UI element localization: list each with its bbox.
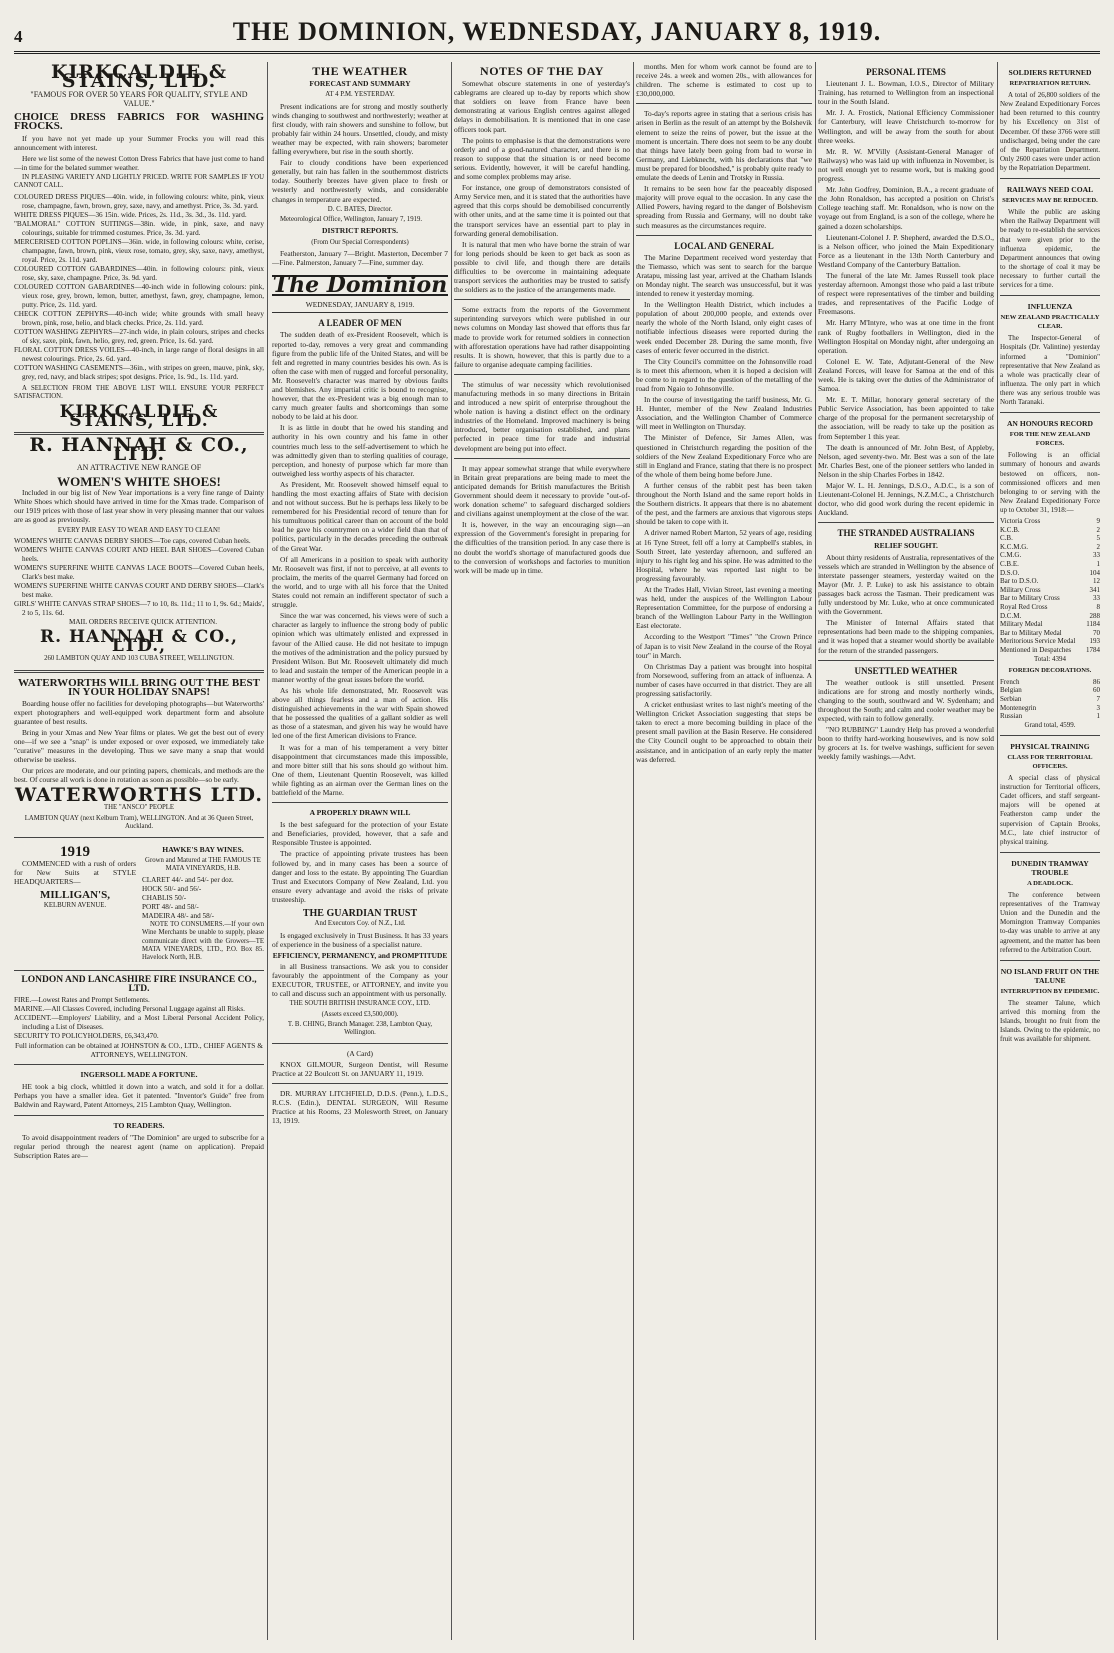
ad-item: HOCK 50/- and 56/-	[142, 884, 202, 893]
stranded-subtitle: RELIEF SOUGHT.	[874, 540, 938, 550]
personal-paragraph: Major W. L. H. Jennings, D.S.O., A.D.C., is a son of Lieutenant-Colonel H. Jennings, N.Z.M.C., a Christchurch doctor, who did good work during the recent epidemic in Auckland.	[818, 481, 994, 518]
ad-insurance-title: LONDON AND LANCASHIRE FIRE INSURANCE CO., LTD.	[21, 974, 257, 994]
leader-paragraph: Of all Americans in a position to speak with authority Mr. Roosevelt was first, if not to perceive, at all events to proclaim, the merits of the quarrel Germany had forced on the world, and to urge with all his force that the United States could not remain an indifferent spectator of such a struggle.	[272, 554, 448, 610]
personal-paragraph: Mr. R. W. M'Villy (Assistant-General Manager of Railways) who was laid up with influenza in November, is not well enough yet to resume work, but is making good progress.	[818, 146, 994, 184]
table-row: Royal Red Cross 8	[1000, 602, 1100, 611]
ad-waterworths-address: LAMBTON QUAY (next Kelburn Tram), WELLINGTON. And at 36 Queen Street, Auckland.	[24, 815, 254, 831]
table-row: Military Cross 341	[1000, 585, 1100, 594]
physical-training-title: PHYSICAL TRAINING	[1010, 741, 1090, 751]
column-rule	[815, 62, 816, 1640]
personal-items-title: PERSONAL ITEMS	[866, 67, 946, 77]
notes-paragraph: The points to emphasise is that the demonstrations were orderly and of a good-natured character, and there is no reason to suppose that the situation is or need become serious. Evidently, however, it will be careful handling, and some complex problems may arise.	[454, 135, 630, 182]
weather-body: Present indications are for strong and mostly southerly winds changing to southwest and northwesterly; weather at first cloudy, with rain showers and sunshine to follow, but probably fair within 24 hours. Unsettled, cloudy, and misty weather may be expected, with rain showers; barometer falling everywhere, but rise in the south shortly.	[272, 101, 448, 157]
personal-paragraph: The funeral of the late Mr. James Russell took place yesterday afternoon. Amongst those who paid a last tribute of respect were representatives of the timber and building trades, and representatives of the Pacific Lodge of Freemasons.	[818, 270, 994, 317]
ad-wine-note: NOTE TO CONSUMERS.—If your own Wine Merchants be unable to supply, please communicate direct with the Growers—TE MATA VINEYARDS, LTD., P.O. Box 85. Havelock North, H.B.	[142, 920, 264, 962]
trust-ad-title: THE GUARDIAN TRUST	[302, 908, 418, 920]
personal-paragraph: Mr. J. A. Frostick, National Efficiency Commissioner for Canterbury, will leave Christchurch to-morrow for Wellington, and will be away from the south for about three weeks.	[818, 108, 994, 145]
ad-item: MADEIRA 48/- and 58/-	[142, 911, 215, 920]
tramway-subtitle: A DEADLOCK.	[1027, 880, 1073, 887]
ad-item: COTTON WASHING ZEPHYRS—27-inch wide, in plain colours, stripes and checks of sky, saxe, pink, fawn, helio, grey, red, green. Price, 1s. 6d. yard.	[14, 327, 264, 345]
ad-item: SECURITY TO POLICYHOLDERS, £6,343,470.	[14, 1031, 159, 1040]
will-ad-body2: The practice of appointing private trustees has been followed by, and in many cases has been a source of danger and loss to the estate. By appointing The Guardian Trust and Executors Company of New Zealand, Ltd. you ensure every advantage and avoid the risks of private trusteeship.	[272, 849, 448, 904]
trust-ad-sub: And Executors Coy. of N.Z., Ltd.	[314, 920, 406, 928]
advertisement-column	[14, 62, 264, 1640]
notes-paragraph: Somewhat obscure statements in one of yesterday's cablegrams are cleared up to-day by reports which show that soldiers on leave from France have been demonstrating at various English centres against alleged delays in demobilisation. It is mentioned that in one case officers took part.	[454, 79, 630, 134]
ad-waterworths-body3: Our prices are moderate, and our printing papers, chemicals, and methods are the best. Of course all work is done in rotation as soon as possible—so be early.	[14, 766, 264, 785]
ad-item: COLOURED COTTON GABARDINES—40in. in following colours: pink, vieux rose, sky, saxe, champagne. Price, 3s. 9d. yard.	[14, 264, 264, 282]
honours-table	[1000, 517, 1100, 655]
table-row: Belgian 60	[1000, 686, 1100, 695]
local-general-title: LOCAL AND GENERAL	[674, 240, 774, 251]
table-row: C.B.E. 1	[1000, 560, 1100, 568]
ad-item: "BALMORAL" COTTON SUITINGS—38in. wide, in pink, saxe, and navy colourings, suitable for trimmed costumes. Price, 3s. 3d. yard.	[14, 219, 264, 237]
notes-paragraph: It is natural that men who have borne the strain of war for long periods should be keen to get back as soon as possible to civil life, and though there are details difficulties to be overcome in maintaining adequate transport services the authorities may be trusted to satisfy the soldiers as to the justice of the arrangements made.	[454, 239, 630, 295]
ad-item: CLARET 44/- and 54/- per doz.	[142, 875, 234, 884]
table-row: Mentioned in Despatches 1784	[1000, 645, 1100, 654]
table-row: K.C.M.G. 2	[1000, 542, 1100, 551]
soldiers-title: SOLDIERS RETURNED	[1008, 68, 1092, 77]
masthead	[14, 14, 1100, 54]
stranded-paragraph: About thirty residents of Australia, representatives of the vessels which are stranded in Wellington by the absence of interstate passenger steamers, yesterday waited on the Mayor (Mr. J. P. Luke) to ask his assistance to obtain passages back across the Tasman. Their predicament was fully understood by Mr. Luke, who at once communicated with the Government.	[818, 552, 994, 617]
ad-item: PORT 48/- and 58/-	[142, 902, 199, 911]
ad-kirkcaldie-intro: If you have not yet made up your Summer Frocks you will read this announcement with interest.	[14, 133, 264, 152]
ad-item: GIRLS' WHITE CANVAS STRAP SHOES—7 to 10, 8s. 11d.; 11 to 1, 9s. 6d.; Maids', 2 to 5, 11s. 6d.	[14, 599, 264, 617]
notes-paragraph: Some extracts from the reports of the Government superintending surveyors which were published in our news columns on Monday last showed that efforts thus far made to provide work for returned soldiers in connection with afforestation operations have had rather disappointing results. It is shown, however, that this is partly due to a failure to organise adequate camping facilities.	[454, 305, 630, 369]
paper-title: THE DOMINION, WEDNESDAY, JANUARY 8, 1919.	[232, 17, 882, 46]
newspaper-nameplate: The Dominion	[272, 272, 448, 299]
column-rule	[451, 62, 452, 1640]
ad-item: COTTON WASHING CASEMENTS—36in., with stripes on green, mauve, pink, sky, grey, red, navy, and black stripes; spot designs. Price, 1s. 9d., 1s. 11d. yard.	[14, 363, 264, 381]
trust-ad-body: Is engaged exclusively in Trust Business. It has 33 years of experience in the business of a specialist nature.	[272, 930, 448, 949]
nameplate-date: WEDNESDAY, JANUARY 8, 1919.	[272, 300, 448, 313]
ad-hannah-address: 260 LAMBTON QUAY AND 103 CUBA STREET, WELLINGTON.	[44, 655, 234, 663]
fruit-body: The steamer Talune, which arrived this morning from the Islands, brought no fruit from the Islands. Owing to the epidemic, no fruit was available for shipment.	[1000, 999, 1100, 1044]
ad-milligan-address: KELBURN AVENUE.	[43, 902, 107, 910]
ad-milligan-year: 1919	[60, 843, 90, 860]
personal-paragraph: The death is announced of Mr. John Best, of Appleby, Nelson, aged seventy-two. Mr. Best was a son of the late Mr. Charles Best, one of the pioneer settlers who landed in Nelson in the ship Charles Forbes in 1842.	[818, 442, 994, 479]
ad-item: CHECK COTTON ZEPHYRS—40-inch wide; white grounds with small heavy brown, pink, rose, helio, and black checks. Price, 2s. 11d. yard.	[14, 309, 264, 327]
ad-waterworths-body: Boarding house offer no facilities for developing photographs—but Waterworths' expert photographers and well-equipped work department form and absolute guarantee of best results.	[14, 698, 264, 726]
ad-item: ACCIDENT.—Employers' Liability, and a Most Liberal Personal Accident Policy, including a List of Diseases.	[14, 1013, 264, 1031]
reports-body: Featherston, January 7—Bright. Masterton, December 7—Fine. Palmerston, January 7—Fine, summer day.	[272, 248, 448, 268]
soldiers-body: A total of 26,800 soldiers of the New Zealand Expeditionary Forces had been returned to this country by his Excellency on 31st of December. Of these 3766 were still undischarged, being under the care of the Repatriation Department. Only 2600 cases were under action by the Repatriation Department.	[1000, 91, 1100, 172]
unsettled-paragraph: "NO RUBBING" Laundry Help has proved a wonderful boon to thrifty hard-working housewives, and is now sold by grocers at 1s. for twelve washings, sufficient for seven weekly family washings.—Advt.	[818, 725, 994, 762]
column-rule	[633, 62, 634, 1640]
notes-paragraph: The stimulus of war necessity which revolutionised manufacturing methods in so many directions in Britain and introduced a new spirit of enterprise throughout the whole nation is having a distinct effect on the ordinary industries of the Homeland. Improved machinery is being introduced, better organisation established, and plans perfected in peace time for trade and industrial development are being put into effect.	[454, 379, 630, 453]
ad-waterworths-tag: THE "ANSCO" PEOPLE	[103, 803, 175, 811]
ad-kirkcaldie-tagline: "FAMOUS FOR OVER 50 YEARS FOR QUALITY, STYLE AND VALUE."	[30, 90, 248, 109]
ad-item: WOMEN'S WHITE CANVAS COURT AND HEEL BAR SHOES—Covered Cuban heels.	[14, 545, 264, 563]
ad-hannah-sub: AN ATTRACTIVE NEW RANGE OF	[76, 462, 202, 472]
ad-item: FLORAL COTTON DRESS VOILES—40-inch, in large range of floral designs in all newest colourings. Price, 2s. 6d. yard.	[14, 345, 264, 363]
ad-ingersoll-body: HE took a big clock, whittled it down into a watch, and sold it for a dollar. Perhaps you have a smaller idea. Get it patented. "Inventor's Guide" free from Baldwin and Rayward, Patent Attorneys, 215 Lambton Quay, Wellington.	[14, 1082, 264, 1110]
local-general-column	[636, 62, 812, 1640]
column-rule	[267, 62, 268, 1640]
personal-paragraph: Mr. E. T. Millar, honorary general secretary of the Public Service Association, has been appointed to take charge of the proposal for the permanent secretaryship of the association, will be ready to take up the position as from September 1 this year.	[818, 395, 994, 441]
ad-item: WOMEN'S SUPERFINE WHITE CANVAS COURT AND DERBY SHOES—Clark's best make.	[14, 581, 264, 599]
ad-item: CHABLIS 50/-	[142, 893, 187, 902]
ad-milligan-body: COMMENCED with a rush of orders for New Suits at STYLE HEADQUARTERS—	[14, 858, 136, 887]
soldiers-subtitle: REPATRIATION RETURN.	[1009, 80, 1091, 88]
notes-paragraph: For instance, one group of demonstrators consisted of Army Service men, and it is stated that the authorities have agreed that this corps should be demobilised concurrently with other units, and at the same time it is pointed out that the transport services have an essential part to play in forwarding general demobilisation.	[454, 183, 630, 238]
foreign-total: Grand total, 4599.	[1024, 720, 1076, 729]
ad-item: WOMEN'S SUPERFINE WHITE CANVAS LACE BOOTS—Covered Cuban heels, Clark's best make.	[14, 563, 264, 581]
card-title: (A Card)	[346, 1048, 374, 1058]
notes-paragraph: It remains to be seen how far the peaceably disposed majority will prove equal to the occasion. In any case the Allied Powers, having regard to the danger of Bolshevism spreading from Russia and Germany, will no doubt take such measures as the circumstances require.	[636, 184, 812, 230]
influenza-subtitle: NEW ZEALAND PRACTICALLY CLEAR.	[1000, 314, 1100, 331]
leader-paragraph: The sudden death of ex-President Roosevelt, which is reported to-day, removes a very great and commanding figure from the public life of the United States, and will be felt and regretted in many countries besides his own. As is often the case with men of rugged and forceful personality, Mr. Roosevelt's character was marred by obvious faults and blemishes. Any impartial critic is bound to recognise, however, that the ex-President was a big enough man to carry much greater faults and shortcomings than some nobody to be laid at his door.	[272, 330, 448, 422]
table-row: Russian 1	[1000, 712, 1100, 721]
ad-wine-title: HAWKE'S BAY WINES.	[162, 844, 244, 854]
table-row: D.C.M. 288	[1000, 611, 1100, 620]
trust-ad-body2: in all Business transactions. We ask you to consider favourably the appointment of the Company as your EXECUTOR, TRUSTEE, or ATTORNEY, and invite you to call and discuss such an appointment with us personally.	[272, 961, 448, 999]
leader-column	[272, 62, 448, 1640]
ad-item: WHITE DRESS PIQUES—36 15in. wide. Prices, 2s. 11d., 3s. 3d., 3s. 11d. yard.	[14, 210, 247, 219]
table-row: Bar to D.S.O. 12	[1000, 577, 1100, 586]
table-row: Bar to Military Cross 33	[1000, 594, 1100, 603]
weather-office: Meteorological Office, Wellington, January 7, 1919.	[280, 216, 423, 224]
table-row: C.B. 5	[1000, 534, 1100, 543]
table-row: Serbian 7	[1000, 694, 1100, 703]
trust-ad-sign: THE SOUTH BRITISH INSURANCE COY., LTD.	[289, 1000, 431, 1008]
ad-ingersoll-title: INGERSOLL MADE A FORTUNE.	[80, 1070, 198, 1080]
local-paragraph: On Christmas Day a patient was brought into hospital from Norsewood, suffering from an attack of influenza. A number of cases have occurred in that district. They are all progressing satisfactorily.	[636, 661, 812, 698]
stranded-paragraph: The Minister of Internal Affairs stated that representations had been made to the shipping companies, and it was hoped that a steamer would shortly be available for the return of the stranded passengers.	[818, 618, 994, 655]
personal-paragraph: Mr. John Godfrey, Dominion, B.A., a recent graduate of the John Ronaldson, has accepted a position on Christ's College teaching staff. Mr. Ronaldson, who is now on the voyage out from England, is a son of the college, where he gained a dozen scholarships.	[818, 185, 994, 231]
local-paragraph: The Minister of Defence, Sir James Allen, was questioned in Christchurch regarding the position of the soldiers of the New Zealand Expeditionary Force who are still in England and France, stating that there is no prospect of the whole of them being home before June.	[636, 433, 812, 479]
notes-column	[454, 62, 630, 1640]
weather-title: THE WEATHER	[312, 64, 408, 78]
personal-items-column	[818, 62, 994, 1640]
local-paragraph: In the Wellington Health District, which includes a population of about 200,000 people, and extends over nearly the whole of the North Island, only eight cases of notifiable infectious diseases were reported during the week ended December 28. During the same month, five cases of enteric fever occurred in the district.	[636, 300, 812, 355]
column-rule	[997, 62, 998, 1640]
honours-total: Total: 4394	[1034, 654, 1066, 663]
tramway-title: DUNEDIN TRAMWAY TROUBLE	[1011, 858, 1089, 877]
honours-intro: Following is an official summary of honours and awards bestowed on officers, non-commissioned officers and men belonging to or serving with the New Zealand Expeditionary Force up to October 31, 1918:—	[1000, 451, 1100, 514]
will-ad-body: Is the best safeguard for the protection of your Estate and Beneficiaries, provided, however, that a safe and Responsible Trustee is appointed.	[272, 820, 448, 848]
local-paragraph: The Marine Department received word yesterday that the Tiemasso, which was sent to search for the barque Aratapu, missing last year, arrived at the Chatham Islands on Monday night. The search was unsuccessful, but it was intended to renew it yesterday morning.	[636, 252, 812, 299]
leader-paragraph: It was for a man of his temperament a very bitter disappointment that circumstances made this impossible, and more bitter still that his sons should go without him. One of them, Lieutenant Quentin Roosevelt, was killed while fighting as an airman over the German lines on the battlefield of the Marne.	[272, 742, 448, 797]
trust-ad-agent: T. B. CHING, Branch Manager. 238, Lambton Quay, Wellington.	[287, 1021, 433, 1037]
ad-item: FIRE.—Lowest Rates and Prompt Settlements.	[14, 995, 150, 1004]
table-row: D.S.O. 104	[1000, 568, 1100, 577]
notes-title: NOTES OF THE DAY	[480, 64, 604, 78]
ad-waterworths-heading: WATERWORTHS WILL BRING OUT THE BEST IN YOUR HOLIDAY SNAPS!	[17, 676, 261, 698]
ad-kirkcaldie-heading: CHOICE DRESS FABRICS FOR WASHING FROCKS.	[14, 111, 264, 133]
trust-ad-assets: (Assets exceed £3,500,000).	[321, 1010, 399, 1018]
weather-body2: Fair to cloudy conditions have been experienced generally, but rain has fallen in the southernmost districts today. Southerly breezes have given place to fresh or westerly and northwesterly winds, and considerable changes in temperature are expected.	[272, 158, 448, 204]
leader-paragraph: It is as little in doubt that he owed his standing and authority in his own country and his fame in other countries much less to the self-advertisement to which he was admittedly given than to sterling qualities of courage, perception, and honesty of purpose which far more than outweighed less worthy aspects of his character.	[272, 423, 448, 478]
will-ad-title: A PROPERLY DRAWN WILL	[309, 808, 411, 818]
unsettled-paragraph: The weather outlook is still unsettled. Present indications are for strong and mostly northerly winds, changing to the south, southward and W. Sydenham; and throughout the South; and calm and cooler weather may be expected, with rain to follow generally.	[818, 677, 994, 724]
table-row: French 86	[1000, 677, 1100, 686]
trust-ad-caps: EFFICIENCY, PERMANENCY, and PROMPTITUDE	[272, 950, 448, 960]
ad-kirkcaldie-intro2: Here we list some of the newest Cotton Dress Fabrics that have just come to hand—in time for the belated summer weather.	[14, 153, 264, 172]
ad-milligan-name: MILLIGAN'S,	[40, 889, 110, 902]
ad-kirkcaldie-footer: A SELECTION FROM THE ABOVE LIST WILL ENSURE YOUR PERFECT SATISFACTION.	[14, 384, 264, 401]
influenza-title: INFLUENZA	[1027, 302, 1073, 312]
ad-item: WOMEN'S WHITE CANVAS DERBY SHOES—Toe caps, covered Cuban heels.	[14, 536, 251, 545]
coal-subtitle: SERVICES MAY BE REDUCED.	[1002, 197, 1098, 205]
honours-subtitle: FOR THE NEW ZEALAND FORCES.	[1009, 431, 1091, 448]
leader-paragraph: Since the war was concerned, his views were of such a character as largely to influence the strong body of public opinion which was ultimately enlisted and expressed in favour of the Allied cause. He did not hesitate to impugn the motives of the administration and the policy pursued by President Wilson. But Mr. Roosevelt ultimately did much to lead and sustain the temper of the American people in a manner worthy of the great issues before the world.	[272, 611, 448, 684]
soldiers-column	[1000, 62, 1100, 1640]
notes-paragraph: It is, however, in the way an encouraging sign—an expression of the Government's foresight in preparing for the difficulties of the transition period. In any case there is no doubt the world's shortage of manufactured goods due to the conversion of workshops and factories to munition work will be made up in time.	[454, 520, 630, 575]
ad-hannah-heading: WOMEN'S WHITE SHOES!	[57, 474, 221, 490]
card-notice: KNOX GILMOUR, Surgeon Dentist, will Resume Practice at 22 Boulcott St. on JANUARY 11, 1919.	[272, 1059, 448, 1078]
ad-item: MERCERISED COTTON POPLINS—36in. wide, in following colours: white, cerise, champagne, fawn, brown, pink, vieux rose, tomato, grey, sky, saxe, navy, amethyst, royal. Price, 2s. 11d. yard.	[14, 237, 264, 264]
stranded-title: THE STRANDED AUSTRALIANS	[837, 528, 975, 539]
reports-subtitle: (From Our Special Correspondents)	[311, 238, 409, 246]
ad-item: COLOURED COTTON GABARDINES—40-inch wide in following colours: pink, vieux rose, grey, brown, lemon, butter, amethyst, fawn, grey, champagne, lemon, putty. Price, 2s. 11d. yard.	[14, 282, 264, 309]
notes-paragraph: It may appear somewhat strange that while everywhere in Britain great preparations are being made to meet the anticipated demands for British manufactures the British Government should deem it necessary to provide "out-of-work donation scheme" to safeguard discharged soldiers and civilians against unemployment at the close of the war.	[454, 463, 630, 519]
local-paragraph: A driver named Robert Marton, 52 years of age, residing at 16 Tyne Street, fell off a lorry at Campbell's stables, in South Street, late yesterday afternoon, and suffered an injury to his right leg and his spine. He was admitted to the Hospital, where he was reported last night to be progressing favourably.	[636, 528, 812, 583]
ad-hannah-note: EVERY PAIR EASY TO WEAR AND EASY TO CLEAN!	[57, 526, 221, 534]
card-notice: DR. MURRAY LITCHFIELD, D.D.S. (Penn.), L.D.S., R.C.S. (Edin.), DENTAL SURGEON, Will Resume Practice at his Rooms, 23 Molesworth Street, on January 13, 1919.	[272, 1089, 448, 1126]
ad-item: COLOURED DRESS PIQUES—40in. wide, in following colours: white, pink, vieux rose, champagne, fawn, brown, grey, saxe, navy, and amethyst. Price, 3s. 3d. yard.	[14, 192, 264, 210]
foreign-decorations-title: FOREIGN DECORATIONS.	[1008, 666, 1092, 674]
ad-wine-sub: Grown and Matured at THE FAMOUS TE MATA VINEYARDS, H.B.	[145, 856, 261, 873]
ad-kirkcaldie-note: IN PLEASING VARIETY AND LIGHTLY PRICED. WRITE FOR SAMPLES IF YOU CANNOT CALL.	[14, 173, 264, 190]
table-row: Victoria Cross 9	[1000, 517, 1100, 526]
leader-title: A LEADER OF MEN	[318, 318, 402, 329]
ad-kirkcaldie-title: KIRKCALDIE & STAINS, LTD.	[50, 62, 228, 93]
ad-hannah-title: R. HANNAH & CO., LTD.	[29, 433, 249, 465]
personal-paragraph: Lieutenant-Colonel J. P. Shepherd, awarded the D.S.O., is a Nelson officer, who joined the Main Expeditionary Force as a lieutenant in the 13th North Canterbury and Westland Company of the Canterbury Battalion.	[818, 232, 994, 269]
local-paragraph: The City Council's committee on the Johnsonville road is to meet this afternoon, when it is hoped a decision will be come to in regard to the question of the metalling of the road from Ngaio to Johnsonville.	[636, 356, 812, 393]
ad-hannah-intro: Included in our big list of New Year importations is a very fine range of Dainty White Shoes which should have arrived in time for the Xmas trade. Comparison of our 1919 prices with those of last year show in very pleasing manner that our values are as good as previously.	[14, 488, 264, 525]
physical-training-subtitle: CLASS FOR TERRITORIAL OFFICERS.	[1007, 753, 1093, 770]
personal-paragraph: Mr. Harry M'Intyre, who was at one time in the front rank of Rugby footballers in Wellington, died in the Wellington Hospital on Monday night, after undergoing an operation.	[818, 318, 994, 355]
influenza-body: The Inspector-General of Hospitals (Dr. Valintine) yesterday informed a "Dominion" representative that New Zealand as a whole was practically clear of influenza. The only part in which there was any serious trouble was North Taranaki.	[1000, 334, 1100, 406]
fruit-subtitle: INTERRUPTION BY EPIDEMIC.	[1000, 987, 1100, 995]
local-paragraph: A cricket enthusiast writes to last night's meeting of the Wellington Cricket Association suggesting that steps be taken to erect a more becoming building in place of the present small pavilion at the Basin Reserve. He considered the City Council ought to be approached to obtain their assistance, and in anticipation of an early reply the matter was deferred.	[636, 700, 812, 764]
ad-kirkcaldie-title-2: KIRKCALDIE & STAINS, LTD.	[59, 401, 219, 431]
readers-body: To avoid disappointment readers of "The Dominion" are urged to subscribe for a regular period through the nearest agent (name on application). Prepaid Subscription Rates are—	[14, 1132, 264, 1160]
local-paragraph: In the course of investigating the tariff business, Mr. G. H. Hunter, member of the New Zealand Industries Association, and the Wellington Chamber of Commerce will meet in Wellington on Thursday.	[636, 395, 812, 432]
physical-training-body: A special class of physical instruction for Territorial officers, Cadet officers, and staff sergeant-majors will be opened at Featherston camp under the supervision of Captain Brooks, M.C., late chief instructor of physical training.	[1000, 774, 1100, 846]
honours-title: AN HONOURS RECORD	[1006, 419, 1094, 429]
table-row: Montenegrin 3	[1000, 703, 1100, 712]
weather-time: AT 4 P.M. YESTERDAY.	[325, 91, 395, 99]
leader-paragraph: As President, Mr. Roosevelt showed himself equal to handling the most exacting affairs of State with decision and not without success. But he is perhaps less likely to be remembered for his Presidential record of tenure than for his tumultuous political career than on account of the bold lead he gave his countrymen on a wider field than that of politics, particularly in the decades preceding the outbreak of the Great War.	[272, 479, 448, 553]
table-row: Meritorious Service Medal 193	[1000, 637, 1100, 646]
table-row: K.C.B. 2	[1000, 525, 1100, 534]
ad-waterworths-title: WATERWORTHS LTD.	[15, 783, 263, 806]
ad-item: MARINE.—All Classes Covered, including Personal Luggage against all Risks.	[14, 1004, 245, 1013]
table-row: Bar to Military Medal 70	[1000, 628, 1100, 637]
ad-waterworths-body2: Bring in your Xmas and New Year films or plates. We get the best out of every one—if we see a "snap" is under exposed or over exposed, we immediately take "curative" measures in the developing. Thus we save many a snap that would otherwise be useless.	[14, 727, 264, 765]
reports-title: DISTRICT REPORTS.	[322, 226, 398, 236]
ad-hannah-title-2: R. HANNAH & CO., LTD.,	[40, 626, 238, 656]
page-number: 4	[14, 27, 23, 46]
foreign-decorations-table	[1000, 678, 1100, 721]
coal-title: RAILWAYS NEED COAL	[1006, 185, 1094, 195]
personal-paragraph: Lieutenant J. L. Bowman, I.O.S., Director of Military Training, has returned to Wellington from an inspectional tour in the South Island.	[818, 79, 994, 107]
readers-title: TO READERS.	[113, 1120, 165, 1130]
notes-paragraph: To-day's reports agree in stating that a serious crisis has arisen in Berlin as the result of an attempt by the Bolshevik element to seize the reins of power, but the issue at the moment is uncertain. There does not seem to be any doubt that things have lately been going from bad to worse in Germany, and Liebknecht, with his declarations that "we must be prepared for bloodshed," is probably quite ready to emulate the deeds of Lenin and Trotsky in Russia.	[636, 109, 812, 183]
coal-body: While the public are asking when the Railway Department will be ready to re-establish the services that were given prior to the influenza epidemic, the Department announces that owing to the shortage of coal it may be necessary to further curtail the services for a time.	[1000, 208, 1100, 289]
unsettled-weather-title: UNSETTLED WEATHER	[854, 665, 958, 676]
fruit-title: NO ISLAND FRUIT ON THE TALUNE	[1000, 966, 1100, 985]
weather-sign: D. C. BATES, Director.	[327, 205, 393, 213]
ad-insurance-footer: Full information can be obtained at JOHNSTON & CO., LTD., CHIEF AGENTS & ATTORNEYS, WELLINGTON.	[15, 1040, 263, 1060]
local-paragraph: At the Trades Hall, Vivian Street, last evening a meeting was held, under the auspices of the Wellington Labour Representation Committee, for the purpose of endorsing a branch of the Wellington Labour Party in the Wellington East electorate.	[636, 584, 812, 631]
weather-subtitle: FORECAST AND SUMMARY	[309, 79, 411, 89]
table-row: C.M.G. 33	[1000, 551, 1100, 560]
local-paragraph: According to the Westport "Times" "the Crown Prince of Japan is to visit New Zealand in the course of the Royal tour" in March.	[636, 632, 812, 660]
personal-paragraph: Colonel E. W. Tate, Adjutant-General of the New Zealand Forces, will leave for Samoa at the end of this week. He is taking over the duties of the Administrator of Samoa.	[818, 356, 994, 394]
leader-paragraph: As his whole life demonstrated, Mr. Roosevelt was above all things fearless and a man of action. His distinguished achievements in the war with Spain showed that he possessed the qualities of a gallant soldier as well as those of a statesman, and given his way he would have led one of the first American divisions to France.	[272, 685, 448, 741]
notes-paragraph: months. Men for whom work cannot be found are to receive 24s. a week and women 20s., with allowances for children. The scheme is estimated to cost up to £30,000,000.	[636, 62, 812, 99]
local-paragraph: A further census of the rabbit pest has been taken throughout the North Island and the same report holds in the Southern districts. It appears that there is no abatement of the pest, and the farmers are anxious that vigorous steps should be taken to cope with it.	[636, 480, 812, 527]
tramway-body: The conference between representatives of the Tramway Union and the Dunedin and the Mornington Tramway Companies to-day was unable to arrive at any agreement, and the matter has been referred to the Arbitration Court.	[1000, 891, 1100, 954]
table-row: Military Medal 1184	[1000, 620, 1100, 629]
ad-item: MAIL ORDERS RECEIVE QUICK ATTENTION.	[68, 617, 218, 626]
